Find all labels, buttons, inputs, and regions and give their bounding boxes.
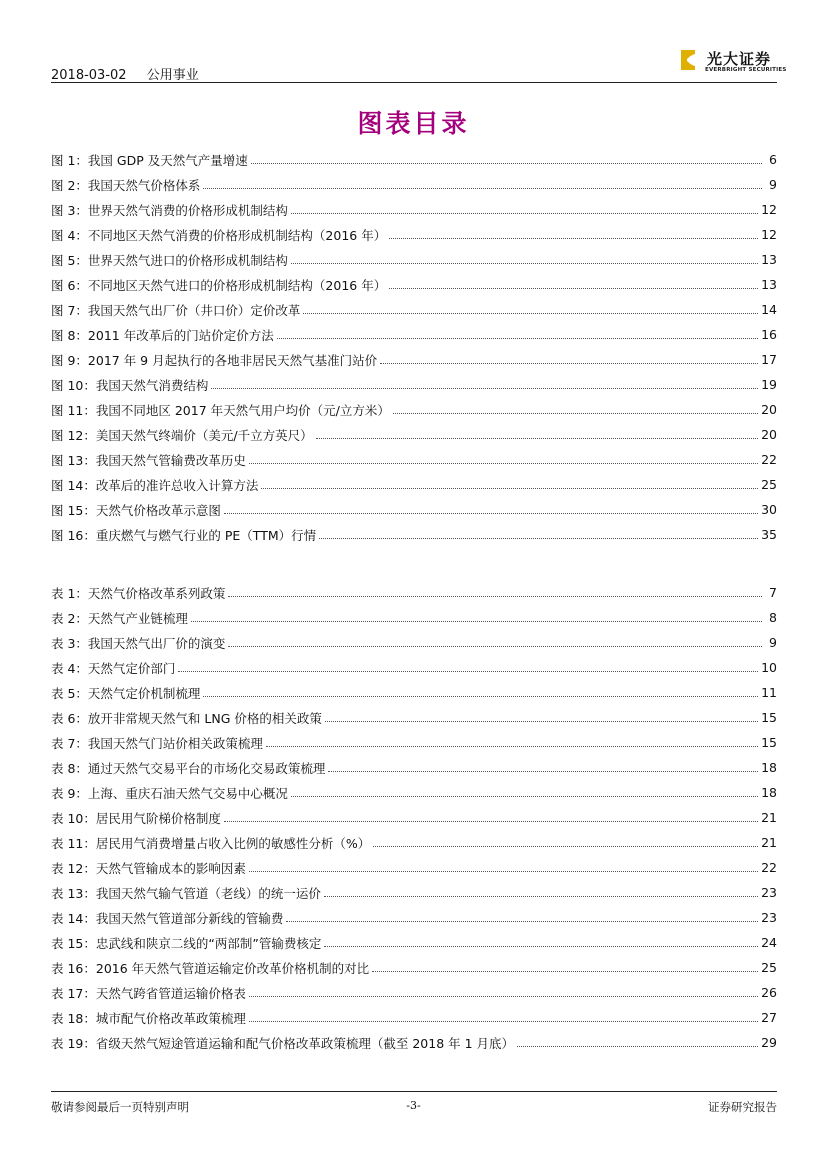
figure-entry[interactable] xyxy=(51,297,777,322)
table-entry-page: 15 xyxy=(761,735,777,750)
table-entry[interactable] xyxy=(51,855,777,880)
figure-entry[interactable] xyxy=(51,197,777,222)
dot-leader xyxy=(286,921,758,922)
table-entry[interactable] xyxy=(51,680,777,705)
table-entry[interactable] xyxy=(51,605,777,630)
dot-leader xyxy=(203,696,758,697)
dot-leader xyxy=(324,896,758,897)
page-title: 图表目录 xyxy=(357,109,470,138)
dot-leader xyxy=(224,513,758,514)
table-entry-page: 21 xyxy=(761,810,777,825)
dot-leader xyxy=(228,646,762,647)
dot-leader xyxy=(389,238,758,239)
figure-entry-page: 19 xyxy=(761,377,777,392)
sector-name: 公用事业 xyxy=(146,68,199,83)
table-entry[interactable] xyxy=(51,630,777,655)
table-entry-page: 9 xyxy=(769,635,777,650)
dot-leader xyxy=(325,721,758,722)
figure-entry-label: 图 16：重庆燃气与燃气行业的 PE（TTM）行情 xyxy=(51,527,317,543)
table-entry-label: 表 4：天然气定价部门 xyxy=(51,660,176,676)
figure-entry-label: 图 3：世界天然气消费的价格形成机制结构 xyxy=(51,202,288,218)
figure-entry[interactable] xyxy=(51,472,777,497)
figure-entry[interactable] xyxy=(51,147,777,172)
table-entry[interactable] xyxy=(51,655,777,680)
table-entry[interactable] xyxy=(51,780,777,805)
dot-leader xyxy=(316,438,759,439)
figure-entry-label: 图 13：我国天然气管输费改革历史 xyxy=(51,452,246,468)
figure-entry-page: 12 xyxy=(761,202,777,217)
page-number: -3- xyxy=(406,1099,421,1112)
dot-leader xyxy=(249,463,758,464)
table-entry-label: 表 5：天然气定价机制梳理 xyxy=(51,685,201,701)
dot-leader xyxy=(291,263,758,264)
figure-entry[interactable] xyxy=(51,272,777,297)
dot-leader xyxy=(373,846,758,847)
dot-leader xyxy=(328,771,758,772)
dot-leader xyxy=(228,596,762,597)
figure-entry-label: 图 12：美国天然气终端价（美元/千立方英尺） xyxy=(51,427,313,443)
figure-entry-page: 9 xyxy=(769,177,777,192)
table-entry-page: 23 xyxy=(761,885,777,900)
figure-entry[interactable] xyxy=(51,172,777,197)
table-entry-label: 表 7：我国天然气门站价相关政策梳理 xyxy=(51,735,263,751)
table-entry-page: 21 xyxy=(761,835,777,850)
header-divider xyxy=(51,82,777,83)
dot-leader xyxy=(266,746,758,747)
table-entry-page: 25 xyxy=(761,960,777,975)
figure-entry-page: 35 xyxy=(761,527,777,542)
figure-entry-label: 图 5：世界天然气进口的价格形成机制结构 xyxy=(51,252,288,268)
report-type: 证券研究报告 xyxy=(708,1100,777,1114)
everbright-logo xyxy=(681,50,787,78)
table-entry-label: 表 6：放开非常规天然气和 LNG 价格的相关政策 xyxy=(51,710,322,726)
table-entry-label: 表 3：我国天然气出厂价的演变 xyxy=(51,635,226,651)
figure-entry[interactable] xyxy=(51,522,777,547)
logo-english-name: EVERBRIGHT SECURITIES xyxy=(705,67,787,73)
dot-leader xyxy=(203,188,762,189)
figure-entry-label: 图 8：2011 年改革后的门站价定价方法 xyxy=(51,327,274,343)
table-entry-label: 表 9：上海、重庆石油天然气交易中心概况 xyxy=(51,785,288,801)
table-entry-label: 表 10：居民用气阶梯价格制度 xyxy=(51,810,221,826)
figure-entry-page: 6 xyxy=(769,152,777,167)
dot-leader xyxy=(389,288,758,289)
table-entry-label: 表 16：2016 年天然气管道运输定价改革价格机制的对比 xyxy=(51,960,370,976)
figure-entry-page: 13 xyxy=(761,252,777,267)
table-entry[interactable] xyxy=(51,1005,777,1030)
dot-leader xyxy=(372,971,758,972)
figure-entry-page: 16 xyxy=(761,327,777,342)
footer-divider xyxy=(51,1091,777,1092)
table-entry-page: 23 xyxy=(761,910,777,925)
figure-entry[interactable] xyxy=(51,497,777,522)
figure-entry-label: 图 11：我国不同地区 2017 年天然气用户均价（元/立方米） xyxy=(51,402,390,418)
figure-entry-page: 14 xyxy=(761,302,777,317)
table-entry[interactable] xyxy=(51,805,777,830)
table-entry-page: 24 xyxy=(761,935,777,950)
figure-entry-label: 图 14：改革后的准许总收入计算方法 xyxy=(51,477,259,493)
table-entry-page: 11 xyxy=(761,685,777,700)
figure-entry-page: 20 xyxy=(761,402,777,417)
dot-leader xyxy=(319,538,758,539)
table-entry[interactable] xyxy=(51,880,777,905)
table-entry[interactable] xyxy=(51,980,777,1005)
figure-entry-page: 12 xyxy=(761,227,777,242)
table-entry-label: 表 17：天然气跨省管道运输价格表 xyxy=(51,985,246,1001)
logo-mark-icon xyxy=(681,50,695,70)
figure-list xyxy=(51,147,777,547)
table-entry[interactable] xyxy=(51,955,777,980)
table-entry-label: 表 1：天然气价格改革系列政策 xyxy=(51,585,226,601)
table-entry-page: 18 xyxy=(761,760,777,775)
table-entry-label: 表 2：天然气产业链梳理 xyxy=(51,610,188,626)
table-entry-label: 表 19：省级天然气短途管道运输和配气价格改革政策梳理（截至 2018 年 1 月底） xyxy=(51,1035,515,1051)
figure-entry-label: 图 7：我国天然气出厂价（井口价）定价改革 xyxy=(51,302,301,318)
figure-entry-page: 17 xyxy=(761,352,777,367)
dot-leader xyxy=(303,313,758,314)
dot-leader xyxy=(277,338,758,339)
table-entry-page: 10 xyxy=(761,660,777,675)
figure-entry[interactable] xyxy=(51,222,777,247)
table-entry-label: 表 15：忠武线和陕京二线的“两部制”管输费核定 xyxy=(51,935,322,951)
table-entry-label: 表 8：通过天然气交易平台的市场化交易政策梳理 xyxy=(51,760,326,776)
figure-entry-label: 图 9：2017 年 9 月起执行的各地非居民天然气基准门站价 xyxy=(51,352,378,368)
dot-leader xyxy=(380,363,758,364)
table-entry-page: 15 xyxy=(761,710,777,725)
figure-entry-page: 30 xyxy=(761,502,777,517)
figure-entry-label: 图 2：我国天然气价格体系 xyxy=(51,177,201,193)
table-entry-label: 表 11：居民用气消费增量占收入比例的敏感性分析（%） xyxy=(51,835,371,851)
table-entry-page: 18 xyxy=(761,785,777,800)
table-entry[interactable] xyxy=(51,755,777,780)
footer-disclaimer[interactable]: 敬请参阅最后一页特别声明 xyxy=(51,1100,189,1114)
table-entry-page: 22 xyxy=(761,860,777,875)
figure-entry-page: 22 xyxy=(761,452,777,467)
figure-entry-page: 25 xyxy=(761,477,777,492)
table-entry-page: 7 xyxy=(769,585,777,600)
dot-leader xyxy=(291,796,758,797)
dot-leader xyxy=(178,671,758,672)
table-entry[interactable] xyxy=(51,830,777,855)
figure-entry-label: 图 1：我国 GDP 及天然气产量增速 xyxy=(51,152,248,168)
table-entry[interactable] xyxy=(51,1030,777,1055)
figure-entry[interactable] xyxy=(51,247,777,272)
table-entry[interactable] xyxy=(51,580,777,605)
page-header xyxy=(51,50,787,83)
figure-entry-label: 图 10：我国天然气消费结构 xyxy=(51,377,209,393)
table-entry-page: 29 xyxy=(761,1035,777,1050)
table-entry-label: 表 14：我国天然气管道部分新线的管输费 xyxy=(51,910,284,926)
figure-entry[interactable] xyxy=(51,397,777,422)
table-entry[interactable] xyxy=(51,930,777,955)
figure-entry[interactable] xyxy=(51,347,777,372)
figure-entry-label: 图 15：天然气价格改革示意图 xyxy=(51,502,221,518)
table-entry-label: 表 12：天然气管输成本的影响因素 xyxy=(51,860,246,876)
dot-leader xyxy=(517,1046,758,1047)
figure-entry[interactable] xyxy=(51,422,777,447)
table-entry[interactable] xyxy=(51,730,777,755)
table-entry-label: 表 13：我国天然气输气管道（老线）的统一运价 xyxy=(51,885,321,901)
figure-entry[interactable] xyxy=(51,322,777,347)
report-date: 2018-03-02 xyxy=(51,68,127,83)
dot-leader xyxy=(249,1021,758,1022)
figure-entry-label: 图 4：不同地区天然气消费的价格形成机制结构（2016 年） xyxy=(51,227,387,243)
dot-leader xyxy=(324,946,758,947)
table-entry-label: 表 18：城市配气价格改革政策梳理 xyxy=(51,1010,246,1026)
figure-entry-page: 13 xyxy=(761,277,777,292)
table-entry-page: 27 xyxy=(761,1010,777,1025)
dot-leader xyxy=(211,388,758,389)
dot-leader xyxy=(393,413,758,414)
logo-chinese-name: 光大证券 xyxy=(707,50,772,68)
figure-entry-label: 图 6：不同地区天然气进口的价格形成机制结构（2016 年） xyxy=(51,277,387,293)
table-entry-page: 26 xyxy=(761,985,777,1000)
dot-leader xyxy=(251,163,762,164)
header-info xyxy=(51,64,215,83)
dot-leader xyxy=(191,621,762,622)
table-list xyxy=(51,580,777,1055)
dot-leader xyxy=(261,488,758,489)
table-entry-page: 8 xyxy=(769,610,777,625)
dot-leader xyxy=(249,871,758,872)
table-entry[interactable] xyxy=(51,705,777,730)
dot-leader xyxy=(249,996,758,997)
dot-leader xyxy=(291,213,758,214)
figure-entry[interactable] xyxy=(51,447,777,472)
figure-entry[interactable] xyxy=(51,372,777,397)
table-entry[interactable] xyxy=(51,905,777,930)
dot-leader xyxy=(224,821,758,822)
figure-entry-page: 20 xyxy=(761,427,777,442)
